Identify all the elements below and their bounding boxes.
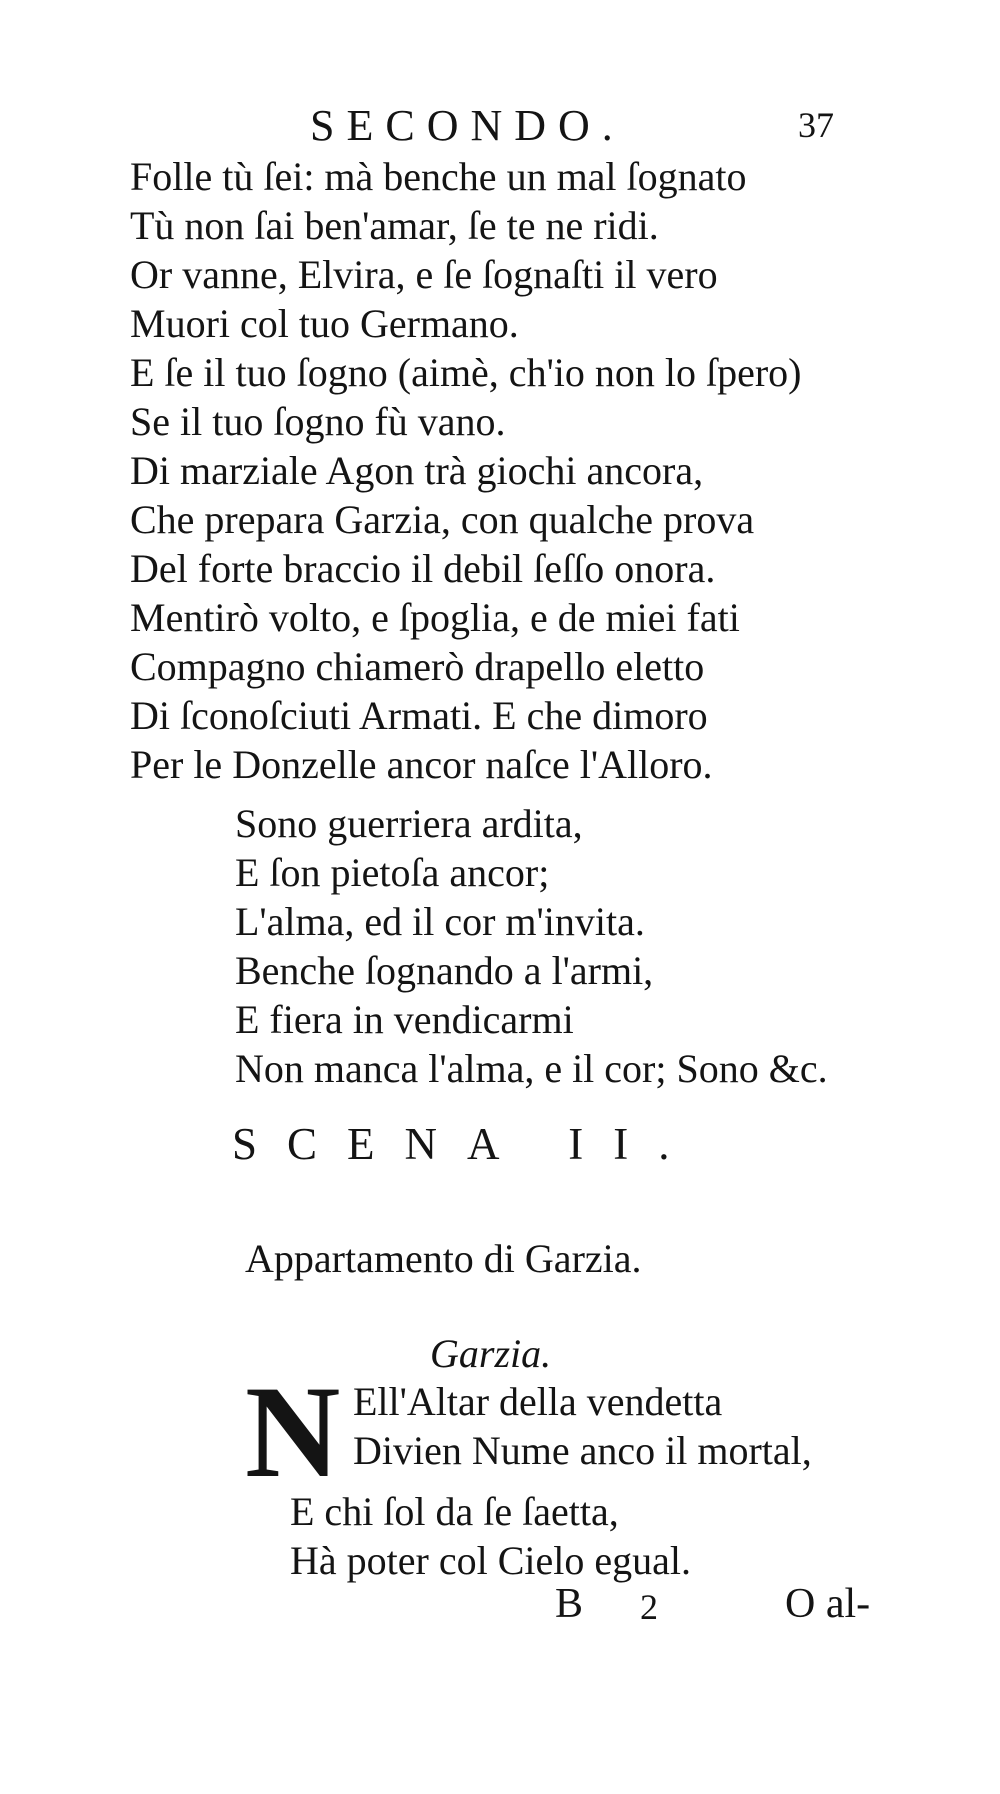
drop-cap-lines [353,1377,812,1475]
speaker-name: Garzia. [430,1331,552,1376]
page-number: 37 [798,105,834,145]
aria-continuation [290,1487,691,1585]
verse-line: Folle tù ſei: mà benche un mal ſognato [130,154,747,199]
signature-mark: B [555,1581,584,1627]
drop-cap-initial: N [245,1358,341,1505]
aria-line: Hà poter col Cielo egual. [290,1538,691,1583]
verse-line: Compagno chiamerò drapello eletto [130,644,705,689]
verse-line: Or vanne, Elvira, e ſe ſognaſti il vero [130,252,718,297]
aria-line: L'alma, ed il cor m'invita. [235,899,645,944]
aria-line: Non manca l'alma, e il cor; Sono &c. [235,1046,828,1091]
aria-block [235,799,965,1093]
verse-line: Di ſconoſciuti Armati. E che dimoro [130,693,708,738]
running-head: SECONDO. [310,101,625,150]
verse-line: E ſe il tuo ſogno (aimè, ch'io non lo ſpero) [130,350,802,395]
verse-line: Tù non ſai ben'amar, ſe te ne ridi. [130,203,659,248]
aria-line: E chi ſol da ſe ſaetta, [290,1489,619,1534]
page-header [0,100,1000,150]
verse-line: Mentirò volto, e ſpoglia, e de miei fati [130,595,740,640]
scene-heading: SCENA II. [232,1119,700,1169]
aria-line: Divien Nume anco il mortal, [353,1428,812,1473]
aria-line: Sono guerriera ardita, [235,801,583,846]
recitative-block [130,152,960,789]
verse-line: Che prepara Garzia, con qualche prova [130,497,755,542]
verse-line: Per le Donzelle ancor naſce l'Alloro. [130,742,713,787]
verse-line: Di marziale Agon trà giochi ancora, [130,448,704,493]
page-footer [0,1580,1000,1640]
catchword: O al- [785,1581,871,1627]
aria-line: Benche ſognando a l'armi, [235,948,654,993]
aria-line: Ell'Altar della vendetta [353,1379,723,1424]
signature-number: 2 [640,1587,658,1627]
aria-line: E fiera in vendicarmi [235,997,574,1042]
verse-line: Muori col tuo Germano. [130,301,519,346]
scene-setting: Appartamento di Garzia. [245,1236,642,1281]
verse-line: Se il tuo ſogno fù vano. [130,399,506,444]
aria-line: E ſon pietoſa ancor; [235,850,550,895]
verse-line: Del forte braccio il debil ſeſſo onora. [130,546,716,591]
